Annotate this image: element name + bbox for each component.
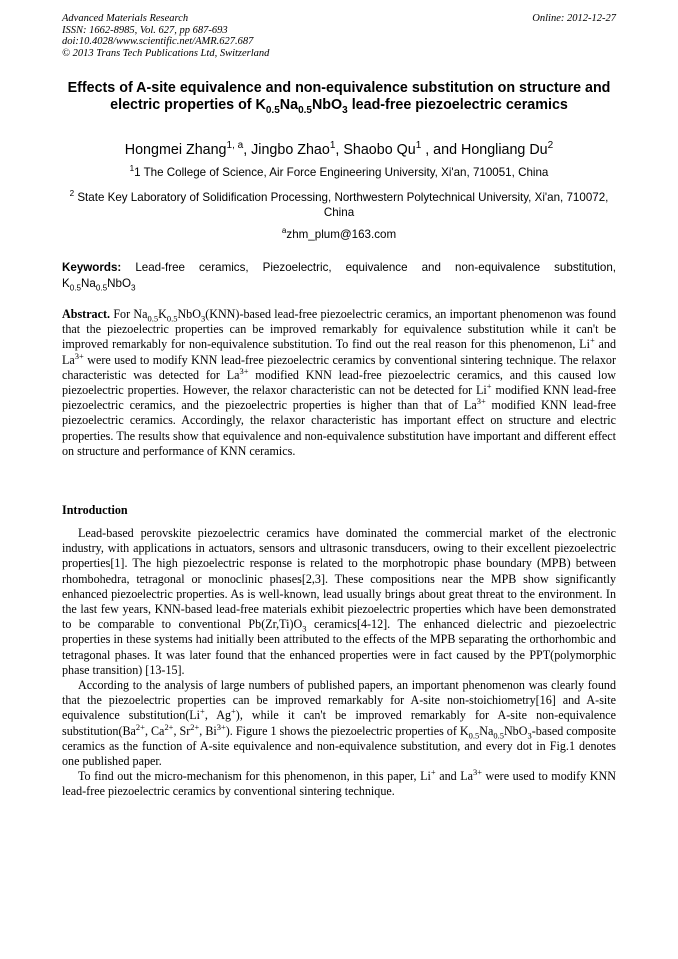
paragraph-text: and La <box>435 769 473 784</box>
keywords-text: Lead-free ceramics, Piezoelectric, equivalence and non-equivalence substitution, K <box>62 261 616 290</box>
affiliation-1 <box>62 165 616 180</box>
paragraph-text: Lead-based perovskite piezoelectric ceramics have dominated the commercial market of the electronic industry, with applications in actuators, sensors and ultrasonic transducers, owing to their excellent piezoelectric properties[1]. The high piezoelectric response is related to the morphotropic phase boundary (MPB) between rhombohedra, tetragonal or monoclinic phases[2,3]. These compositions near the MPB show significantly enhanced piezoelectric properties. As is well-known, lead usually brings about great threat to the environment. In the last few years, KNN-based lead-free materials exhibit piezoelectric properties which have been demonstrated to be comparable to conventional Pb(Zr,Ti)O <box>62 526 616 632</box>
paragraph-sub: 0.5 <box>493 730 504 741</box>
paragraph <box>62 526 616 678</box>
abstract-text: (KNN)-based lead-free piezoelectric ceramics, an important phenomenon was found that the piezoelectric properties can be improved remarkably for equivalence substitution while it can't be improved remarkably for non-equivalence substitution. To find out the real reason for this phenomenon, Li <box>62 307 616 352</box>
paragraph-sup: + <box>200 706 205 717</box>
author-name: , Shaobo Qu <box>335 142 416 158</box>
email-mark: a <box>281 226 287 236</box>
abstract-sup: + <box>486 380 492 391</box>
abstract-text: For Na <box>110 307 148 321</box>
paragraph-text: Na <box>479 723 494 738</box>
author-name: , and Hongliang Du <box>421 142 548 158</box>
paragraph-text: To find out the micro-mechanism for this phenomenon, in this paper, Li <box>78 769 431 784</box>
paragraph-sup: + <box>430 767 436 778</box>
keywords-text: NbO <box>107 276 131 290</box>
paragraph-text: According to the analysis of large numbers of published papers, an important phenomenon was clearly found that the piezoelectric properties can be improved remarkably for A-site non-stoichiometry[16] and A-site equivalence substitution(Li <box>62 678 616 723</box>
paragraph-sub: 0.5 <box>468 730 480 741</box>
author-list <box>62 141 616 159</box>
abstract-text: modified KNN lead-free piezoelectric ceramics. Accordingly, the relaxor characteristic has important effect on structure and electric properties. The results show that equivalence and non-equivalence substitution have important and different effect on structure and performance of KNN ceramics. <box>62 398 616 458</box>
section-heading-introduction: Introduction <box>62 503 128 517</box>
title-sub: 0.5 <box>265 104 280 116</box>
abstract-text: NbO <box>177 307 201 321</box>
paragraph <box>62 769 616 799</box>
title-text: lead-free piezoelectric ceramics <box>347 97 568 113</box>
doi: doi:10.4028/www.scientific.net/AMR.627.687 <box>62 36 254 47</box>
email-address: zhm_plum@163.com <box>286 228 397 241</box>
paragraph-text: , Ag <box>204 708 232 723</box>
keywords-sub: 0.5 <box>95 282 108 292</box>
keywords-sub: 0.5 <box>69 282 82 292</box>
keywords-text: Na <box>81 276 96 290</box>
affil-text: 1 The College of Science, Air Force Engineering University, Xi'an, 710051, China <box>134 166 549 179</box>
paragraph-text: -based composite ceramics as the function of A-site equivalence and non-equivalence substitution, and every dot in Fig.1 denotes one published paper. <box>62 723 617 769</box>
affiliation-2 <box>62 190 616 220</box>
title-text: Na <box>279 97 299 113</box>
title-sub: 3 <box>342 104 348 116</box>
paragraph-text: ), while it can't be improved remarkably for A-site non-equivalence substitution(Ba <box>62 708 616 738</box>
paragraph-sup: 2+ <box>164 721 174 732</box>
author-affil-mark: 1 <box>415 140 422 152</box>
author-name: Hongmei Zhang <box>124 142 227 158</box>
author-email <box>62 227 616 242</box>
abstract-text: K <box>158 307 167 321</box>
paragraph-sub: 3 <box>302 623 307 634</box>
abstract-text: were used to modify KNN lead-free piezoelectric ceramics by conventional sintering technique. The relaxor characteristic was detected for La <box>62 352 616 382</box>
paragraph-text: , Ca <box>144 723 165 738</box>
abstract-label: Abstract. <box>62 307 111 321</box>
abstract-sup: 3+ <box>239 365 249 376</box>
paragraph-sup: 3+ <box>216 721 226 732</box>
paragraph <box>62 678 616 769</box>
affil-mark: 1 <box>129 164 135 174</box>
abstract-text: modified KNN lead-free piezoelectric ceramics, and the piezoelectric properties is higher than that of La <box>62 383 616 413</box>
affil-text: State Key Laboratory of Solidification Processing, Northwestern Polytechnical University, Xi'an, 710072, China <box>74 191 609 219</box>
copyright: © 2013 Trans Tech Publications Ltd, Switzerland <box>62 47 270 59</box>
journal-name: Advanced Materials Research <box>62 13 189 24</box>
abstract-text: modified KNN lead-free piezoelectric ceramics, and this caused low piezoelectric properties. However, the relaxor characteristic can not be detected for Li <box>62 367 616 398</box>
title-text: NbO <box>311 97 343 113</box>
paragraph-sub: 3 <box>527 730 532 741</box>
paragraph-sup: + <box>231 706 236 717</box>
author-affil-mark: 1, a <box>226 140 244 152</box>
title-text: Effects of A-site equivalence and non-equivalence substitution on structure and electric properties of K <box>67 80 611 113</box>
abstract-sub: 0.5 <box>166 313 178 324</box>
affil-mark: 2 <box>69 189 75 199</box>
title-sub: 0.5 <box>298 104 312 116</box>
keywords <box>62 260 616 291</box>
issn: ISSN: 1662-8985, Vol. 627, pp 687-693 <box>62 24 228 36</box>
abstract-sup: 3+ <box>476 396 486 407</box>
abstract-sup: + <box>589 335 595 346</box>
author-name: , Jingbo Zhao <box>243 142 330 158</box>
abstract-sup: 3+ <box>74 350 84 361</box>
online-date: Online: 2012-12-27 <box>532 13 616 24</box>
paragraph-text: ). Figure 1 shows the piezoelectric properties of K <box>225 723 469 738</box>
paragraph-sup: 2+ <box>135 721 145 732</box>
paragraph-text: ceramics[4-12]. The enhanced dielectric and piezoelectric properties in these systems had initially been attributed to the effects of the MPB separating the orthorhombic and tetragonal phases. It was later found that the enhanced properties were in fact caused by the PPT(polymorphic phase transition) [13-15]. <box>62 617 616 677</box>
paragraph-text: were used to modify KNN lead-free piezoelectric ceramics by conventional sintering technique. <box>62 769 617 799</box>
abstract-sub: 0.5 <box>147 313 159 324</box>
paper-title <box>62 80 616 114</box>
paragraph-text: , Bi <box>199 723 217 738</box>
abstract-sub: 3 <box>200 313 206 324</box>
paragraph-text: NbO <box>503 723 528 738</box>
author-affil-mark: 2 <box>547 140 554 152</box>
keywords-label: Keywords: <box>62 261 122 274</box>
paragraph-text: , Sr <box>173 723 191 738</box>
abstract-text: and La <box>62 337 616 367</box>
keywords-sub: 3 <box>130 282 136 292</box>
author-affil-mark: 1 <box>329 140 336 152</box>
abstract <box>62 307 616 459</box>
journal-header <box>62 13 616 59</box>
introduction-body <box>62 526 616 800</box>
paragraph-sup: 3+ <box>472 767 482 778</box>
paragraph-sup: 2+ <box>190 721 200 732</box>
